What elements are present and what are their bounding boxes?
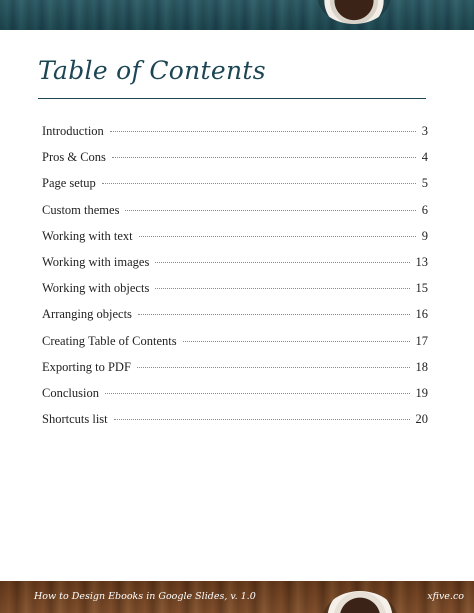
toc-entry-page: 20 [415, 412, 428, 427]
toc-entry-page: 3 [421, 124, 428, 138]
title-divider [38, 98, 426, 99]
page-title: Table of Contents [38, 56, 266, 85]
toc-entry-label: Arranging objects [42, 307, 132, 322]
toc-list [42, 124, 428, 438]
toc-entry[interactable] [42, 124, 428, 150]
toc-entry[interactable] [42, 176, 428, 202]
toc-entry[interactable] [42, 307, 428, 333]
toc-entry-label: Custom themes [42, 202, 120, 217]
footer-brand-link[interactable]: xfive.co [427, 591, 464, 602]
toc-entry-label: Introduction [42, 124, 104, 138]
toc-entry[interactable] [42, 281, 428, 307]
toc-entry-page: 5 [421, 176, 428, 191]
toc-entry-label: Shortcuts list [42, 412, 108, 427]
footer-title: How to Design Ebooks in Google Slides, v. 1.0 [34, 591, 256, 602]
toc-entry-page: 19 [415, 385, 428, 400]
toc-entry-page: 18 [415, 359, 428, 374]
toc-entry-page: 15 [415, 281, 428, 296]
toc-leader-dots [125, 210, 415, 211]
coffee-cup-image [318, 0, 390, 24]
toc-entry-label: Working with images [42, 254, 150, 269]
toc-leader-dots [137, 367, 410, 368]
toc-entry-label: Working with text [42, 228, 133, 243]
toc-entry-page: 16 [415, 307, 428, 322]
toc-entry-label: Page setup [42, 176, 96, 191]
toc-entry-label: Working with objects [42, 281, 150, 296]
toc-entry[interactable] [42, 360, 428, 386]
toc-entry-label: Creating Table of Contents [42, 333, 177, 348]
toc-entry-page: 6 [421, 202, 428, 217]
toc-entry-label: Exporting to PDF [42, 359, 131, 374]
top-banner-image [0, 0, 474, 30]
toc-entry[interactable] [42, 150, 428, 176]
toc-leader-dots [112, 157, 416, 158]
toc-entry[interactable] [42, 229, 428, 255]
toc-leader-dots [155, 288, 409, 289]
toc-entry-label: Pros & Cons [42, 150, 106, 165]
toc-leader-dots [114, 419, 410, 420]
coffee-cup-image [322, 591, 398, 613]
toc-entry[interactable] [42, 386, 428, 412]
toc-entry-page: 13 [415, 254, 428, 269]
toc-leader-dots [110, 131, 416, 132]
toc-leader-dots [139, 236, 416, 237]
toc-entry[interactable] [42, 334, 428, 360]
toc-leader-dots [138, 314, 410, 315]
toc-entry-label: Conclusion [42, 385, 99, 400]
toc-entry-page: 17 [415, 333, 428, 348]
toc-entry-page: 4 [421, 150, 428, 165]
toc-leader-dots [102, 183, 416, 184]
toc-entry-page: 9 [421, 228, 428, 243]
toc-leader-dots [105, 393, 410, 394]
toc-leader-dots [155, 262, 409, 263]
toc-leader-dots [183, 341, 410, 342]
toc-entry[interactable] [42, 255, 428, 281]
toc-entry[interactable] [42, 412, 428, 438]
toc-entry[interactable] [42, 203, 428, 229]
